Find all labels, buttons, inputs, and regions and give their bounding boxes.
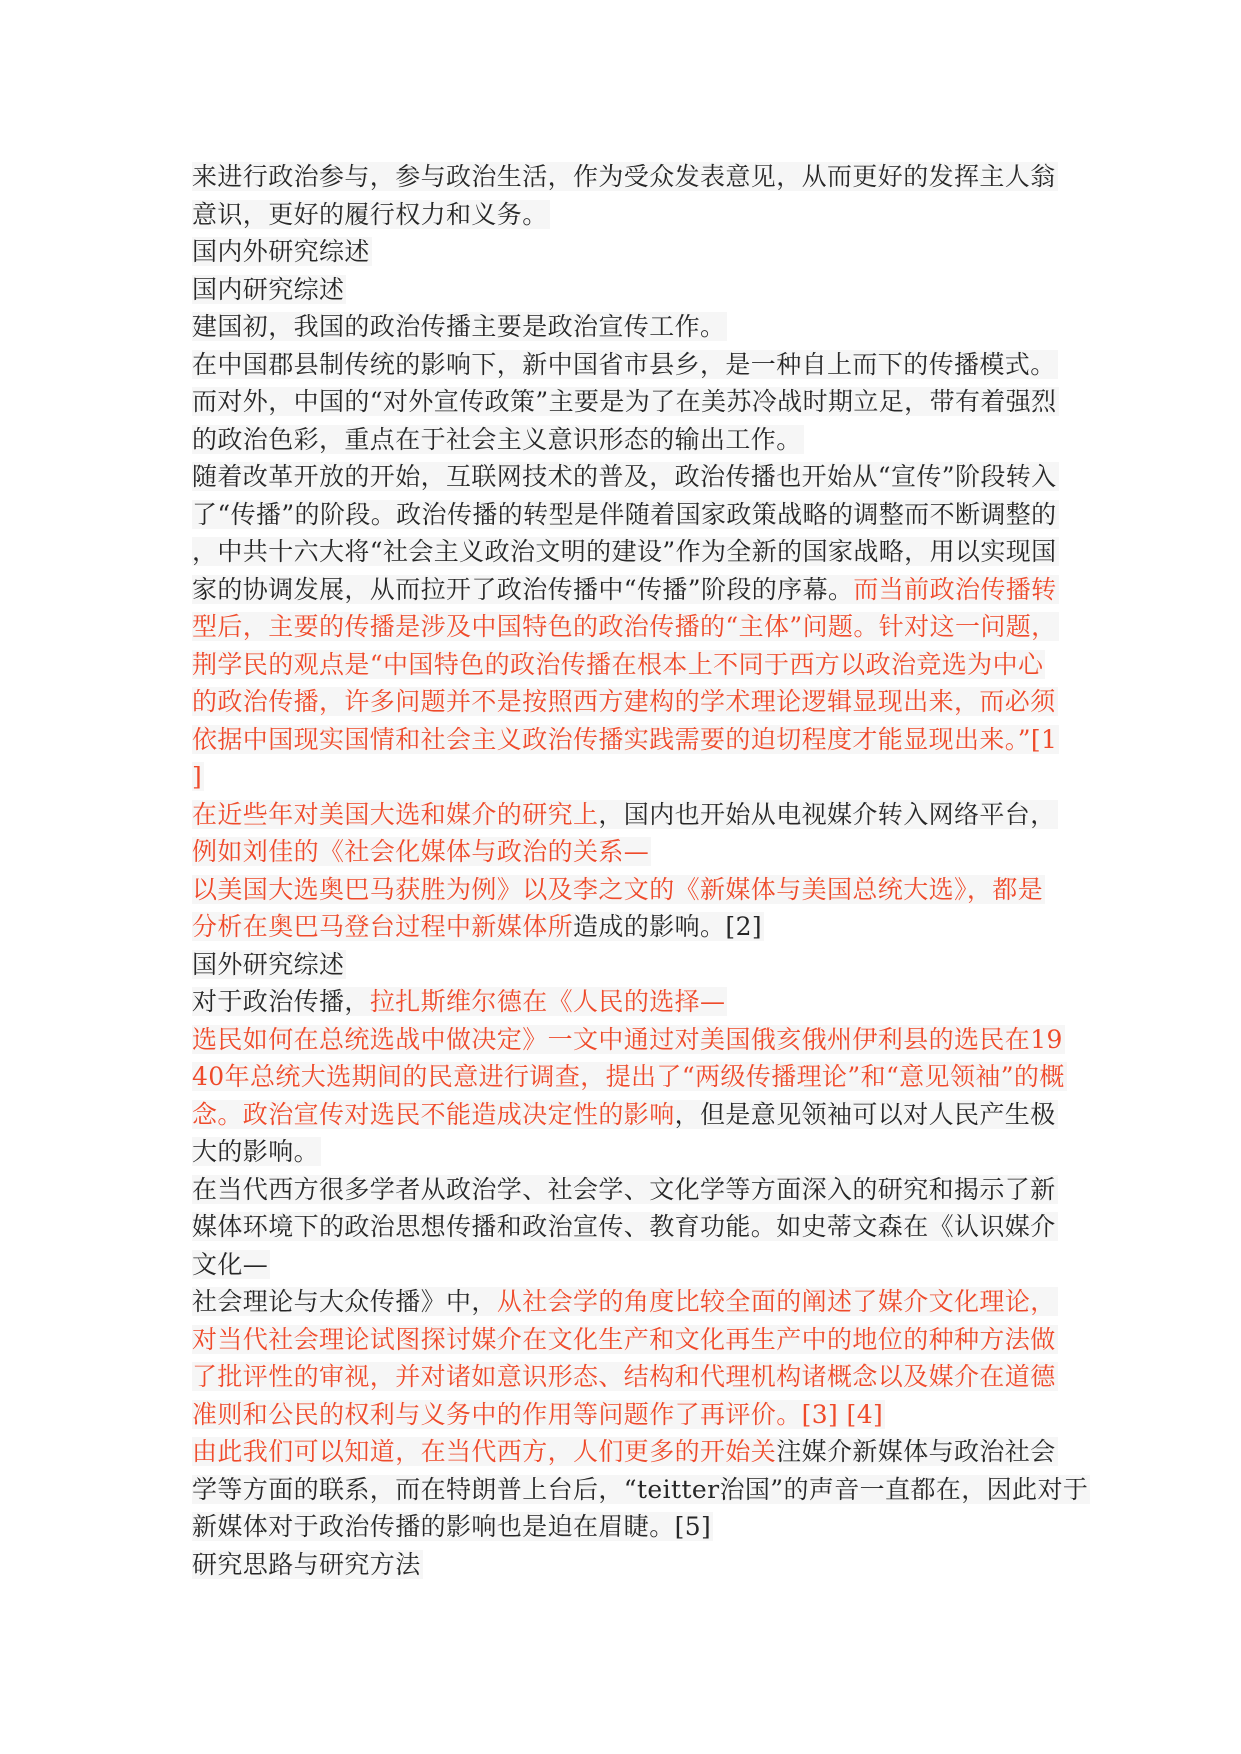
text-line xyxy=(192,571,1057,609)
text-line xyxy=(192,1471,1089,1509)
line-highlight xyxy=(192,500,1059,529)
text-line xyxy=(192,1208,1056,1246)
line-highlight xyxy=(192,1325,1058,1354)
body-text: 文化— xyxy=(192,1249,269,1279)
text-line xyxy=(192,1021,1063,1059)
body-text: 的政治色彩，重点在于社会主义意识形态的输出工作。 xyxy=(192,424,802,454)
text-line xyxy=(192,908,1050,946)
text-line xyxy=(192,533,1057,571)
text-line xyxy=(192,1321,1056,1359)
emphasized-text: 以美国大选奥巴马获胜为例》以及李之文的《新媒体与美国总统大选》，都是 xyxy=(192,874,1044,904)
body-text: 对于政治传播， xyxy=(192,987,370,1016)
line-highlight xyxy=(192,650,1045,679)
text-line xyxy=(192,1096,1056,1134)
emphasized-text: 荆学民的观点是“中国特色的政治传播在根本上不同于西方以政治竞选为中心 xyxy=(192,649,1044,679)
document-body xyxy=(192,158,1089,1583)
text-line xyxy=(192,871,1050,909)
emphasized-text: 分析在奥巴马登台过程中新媒体所 xyxy=(192,912,574,941)
body-text: 研究思路与研究方法 xyxy=(192,1549,421,1579)
text-line xyxy=(192,1433,1056,1471)
line-highlight xyxy=(192,762,204,791)
line-highlight xyxy=(192,162,1058,191)
line-highlight xyxy=(192,875,1045,904)
body-text: 学等方面的联系，而在特朗普上台后，“teitter治国”的声音一直都在，因此对于 xyxy=(192,1474,1089,1504)
body-text: 国内外研究综述 xyxy=(192,237,370,266)
line-highlight xyxy=(192,987,727,1016)
text-line xyxy=(192,796,1056,834)
line-highlight xyxy=(192,1062,1067,1091)
body-text: 媒体环境下的政治思想传播和政治宣传、教育功能。如史蒂文森在《认识媒介 xyxy=(192,1212,1056,1241)
line-highlight xyxy=(192,1550,423,1579)
emphasized-text: 型后，主要的传播是涉及中国特色的政治传播的“主体”问题。针对这一问题， xyxy=(192,612,1057,641)
line-highlight xyxy=(192,1475,1090,1504)
emphasized-text: 念。政治宣传对选民不能造成决定性的影响 xyxy=(192,1099,675,1129)
text-line xyxy=(192,946,1050,984)
line-highlight xyxy=(192,1175,1058,1204)
body-text: ，中共十六大将“社会主义政治文明的建设”作为全新的国家战略，用以实现国 xyxy=(192,537,1057,566)
text-line xyxy=(192,271,1050,309)
emphasized-text: ] xyxy=(192,762,203,791)
body-text: 新媒体对于政治传播的影响也是迫在眉睫。[5] xyxy=(192,1512,712,1541)
emphasized-text: 选民如何在总统选战中做决定》一文中通过对美国俄亥俄州伊利县的选民在19 xyxy=(192,1024,1063,1054)
text-line xyxy=(192,346,1056,384)
line-highlight xyxy=(192,612,1059,641)
line-highlight xyxy=(192,1512,713,1541)
text-line xyxy=(192,646,1050,684)
text-line xyxy=(192,1358,1056,1396)
emphasized-text: 拉扎斯维尔德在《人民的选择— xyxy=(369,987,726,1016)
line-highlight xyxy=(192,800,1058,829)
emphasized-text: 40年总统大选期间的民意进行调查，提出了“两级传播理论”和“意见领袖”的概 xyxy=(192,1062,1065,1091)
body-text: ，国内也开始从电视媒介转入网络平台， xyxy=(598,799,1056,829)
emphasized-text: 的政治传播，许多问题并不是按照西方建构的学术理论逻辑显现出来，而必须 xyxy=(192,687,1056,716)
text-line xyxy=(192,983,1050,1021)
line-highlight xyxy=(192,1437,1058,1466)
emphasized-text: 依据中国现实国情和社会主义政治传播实践需要的迫切程度才能显现出来。”[1 xyxy=(192,724,1058,754)
body-text: 了“传播”的阶段。政治传播的转型是伴随着国家政策战略的调整而不断调整的 xyxy=(192,499,1057,529)
line-highlight xyxy=(192,1100,1058,1129)
line-highlight xyxy=(192,1287,1058,1316)
body-text: 意识，更好的履行权力和义务。 xyxy=(192,199,548,229)
text-line xyxy=(192,158,1056,196)
line-highlight xyxy=(192,537,1059,566)
text-line xyxy=(192,1246,1050,1284)
text-line xyxy=(192,308,1050,346)
emphasized-text: 在近些年对美国大选和媒介的研究上 xyxy=(192,799,599,829)
line-highlight xyxy=(192,237,372,266)
body-text: 家的协调发展，从而拉开了政治传播中“传播”阶段的序幕。 xyxy=(192,574,854,604)
line-highlight xyxy=(192,1250,270,1279)
line-highlight xyxy=(192,425,804,454)
line-highlight xyxy=(192,1137,321,1166)
emphasized-text: 而当前政治传播转 xyxy=(853,574,1057,604)
line-highlight xyxy=(192,1025,1065,1054)
body-text: 在中国郡县制传统的影响下，新中国省市县乡，是一种自上而下的传播模式。 xyxy=(192,349,1056,379)
line-highlight xyxy=(192,725,1059,754)
body-text: 国内研究综述 xyxy=(192,274,345,304)
text-line xyxy=(192,833,1050,871)
body-text: 建国初，我国的政治传播主要是政治宣传工作。 xyxy=(192,312,726,341)
text-line xyxy=(192,1546,1050,1584)
text-line xyxy=(192,383,1057,421)
text-line xyxy=(192,1171,1056,1209)
line-highlight xyxy=(192,200,550,229)
emphasized-text: 例如刘佳的《社会化媒体与政治的关系— xyxy=(192,837,650,866)
text-line xyxy=(192,1133,1050,1171)
text-line xyxy=(192,458,1057,496)
line-highlight xyxy=(192,312,727,341)
text-line xyxy=(192,421,1050,459)
line-highlight xyxy=(192,912,764,941)
text-line xyxy=(192,683,1056,721)
emphasized-text: 了批评性的审视，并对诸如意识形态、结构和代理机构诸概念以及媒介在道德 xyxy=(192,1362,1056,1391)
text-line xyxy=(192,1058,1065,1096)
text-line xyxy=(192,496,1057,534)
line-highlight xyxy=(192,1362,1058,1391)
emphasized-text: 从社会学的角度比较全面的阐述了媒介文化理论， xyxy=(496,1287,1056,1316)
emphasized-text: 对当代社会理论试图探讨媒介在文化生产和文化再生产中的地位的种种方法做 xyxy=(192,1324,1056,1354)
body-text: 造成的影响。[2] xyxy=(573,912,763,941)
body-text: 在当代西方很多学者从政治学、社会学、文化学等方面深入的研究和揭示了新 xyxy=(192,1174,1056,1204)
line-highlight xyxy=(192,275,346,304)
text-line xyxy=(192,1396,1050,1434)
body-text: 注媒介新媒体与政治社会 xyxy=(776,1437,1056,1466)
emphasized-text: 准则和公民的权利与义务中的作用等问题作了再评价。[3] [4] xyxy=(192,1399,884,1429)
line-highlight xyxy=(192,1400,885,1429)
line-highlight xyxy=(192,837,651,866)
line-highlight xyxy=(192,462,1059,491)
line-highlight xyxy=(192,350,1058,379)
body-text: 社会理论与大众传播》中， xyxy=(192,1287,497,1316)
text-line xyxy=(192,1508,1050,1546)
body-text: 来进行政治参与，参与政治生活，作为受众发表意见，从而更好的发挥主人翁 xyxy=(192,162,1056,191)
body-text: 大的影响。 xyxy=(192,1137,320,1166)
line-highlight xyxy=(192,1212,1058,1241)
line-highlight xyxy=(192,950,346,979)
text-line xyxy=(192,608,1057,646)
body-text: 随着改革开放的开始，互联网技术的普及，政治传播也开始从“宣传”阶段转入 xyxy=(192,462,1057,491)
emphasized-text: 由此我们可以知道，在当代西方，人们更多的开始关 xyxy=(192,1437,777,1466)
text-line xyxy=(192,196,1050,234)
text-line xyxy=(192,721,1058,759)
line-highlight xyxy=(192,687,1058,716)
line-highlight xyxy=(192,575,1059,604)
body-text: ，但是意见领袖可以对人民产生极 xyxy=(674,1099,1056,1129)
body-text: 国外研究综述 xyxy=(192,949,345,979)
text-line xyxy=(192,758,1050,796)
text-line xyxy=(192,1283,1056,1321)
body-text: 而对外，中国的“对外宣传政策”主要是为了在美苏冷战时期立足，带有着强烈 xyxy=(192,387,1057,416)
text-line xyxy=(192,233,1050,271)
line-highlight xyxy=(192,387,1059,416)
